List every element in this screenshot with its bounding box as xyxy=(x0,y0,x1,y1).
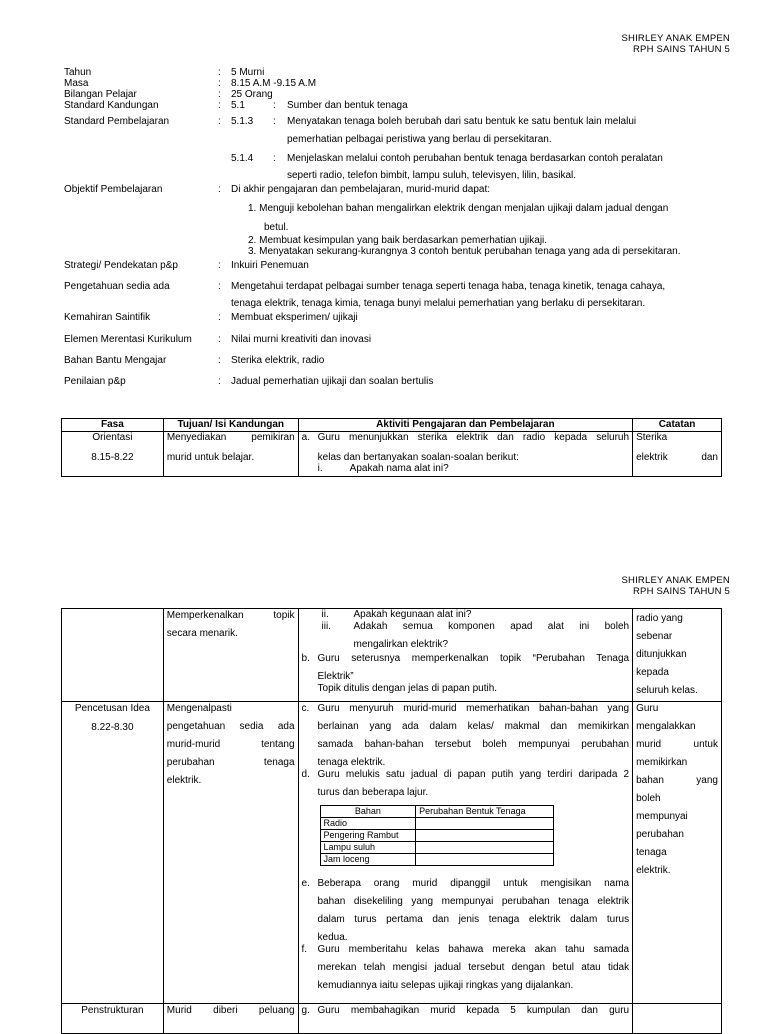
activity-line: Guru membahagikan murid kepada 5 kumpulan dan guru xyxy=(317,1005,630,1016)
list-marker: e. xyxy=(301,878,310,889)
tujuan-cell xyxy=(163,609,298,702)
colon: : xyxy=(218,355,221,366)
activity-line: kemudiannya iaitu selepas ujikaji ringkas yang dijalankan. xyxy=(317,980,574,991)
activity-line: Guru seterusnya memperkenalkan topik “Perubahan Tenaga xyxy=(317,653,630,664)
sp-item2-line2: seperti radio, telefon bimbit, lampu suluh, televisyen, lilin, basikal. xyxy=(287,170,577,181)
catatan-line: ditunjukkan xyxy=(636,649,687,660)
activity-line: Topik ditulis dengan jelas di papan putih. xyxy=(317,683,498,694)
column-header: Catatan xyxy=(633,419,722,432)
elemen-value: Nilai murni kreativiti dan inovasi xyxy=(231,334,372,345)
catatan-line: mempunyai xyxy=(636,811,688,822)
tujuan-line: perubahan tenaga xyxy=(166,757,295,768)
fasa-name: Orientasi xyxy=(92,432,133,443)
colon: : xyxy=(273,116,276,127)
aktiviti-cell xyxy=(298,432,632,477)
tahun-value: 5 Murni xyxy=(231,67,265,78)
tujuan-line: Memperkenalkan topik xyxy=(166,610,295,621)
tujuan-line: Mengenalpasti xyxy=(166,703,232,714)
column-header: Tujuan/ Isi Kandungan xyxy=(163,419,298,432)
catatan-line: tenaga xyxy=(636,847,667,858)
teacher-name: SHIRLEY ANAK EMPEN xyxy=(621,575,730,586)
sk-label: Standard Kandungan xyxy=(64,100,159,111)
header-subtitle: RPH SAINS TAHUN 5 xyxy=(632,586,730,597)
sp-item1-line2: pemerhatian pelbagai peristiwa yang berlau di persekitaran. xyxy=(287,134,552,145)
inner-cell-empty xyxy=(416,842,553,854)
elemen-label: Elemen Merentasi Kurikulum xyxy=(64,334,192,345)
fasa-cell xyxy=(62,609,164,702)
activity-line: kedua. xyxy=(317,932,348,943)
header-subtitle: RPH SAINS TAHUN 5 xyxy=(632,44,730,55)
catatan-line: perubahan xyxy=(636,829,684,840)
column-header: Fasa xyxy=(62,419,164,432)
list-marker: c. xyxy=(301,703,310,714)
fasa-name: Penstrukturan xyxy=(81,1005,144,1016)
sp-item2-code: 5.1.4 xyxy=(231,153,254,164)
activity-line: samada bahan-bahan tersebut boleh mempunyai perubahan xyxy=(317,739,630,750)
colon: : xyxy=(218,89,221,100)
pengetahuan-line2: tenaga elektrik, tenaga kimia, tenaga bunyi melalui pemerhatian yang berlaku di persekitaran. xyxy=(231,298,646,309)
penilaian-label: Penilaian p&p xyxy=(64,376,126,387)
page-2 xyxy=(0,552,768,1024)
objektif-intro: Di akhir pengajaran dan pembelajaran, murid-murid dapat: xyxy=(231,184,491,195)
strategi-label: Strategi/ Pendekatan p&p xyxy=(64,260,178,271)
activity-line: mengalirkan elektrik? xyxy=(353,639,449,650)
aktiviti-cell xyxy=(298,1004,633,1034)
list-marker: a. xyxy=(301,432,311,443)
table-row xyxy=(62,432,722,477)
activity-line: berlainan yang ada dalam kelas/ makmal dan memikirkan xyxy=(317,721,630,732)
pengetahuan-label: Pengetahuan sedia ada xyxy=(64,281,170,292)
activity-line: Apakah kegunaan alat ini? xyxy=(353,609,472,620)
inner-cell-empty xyxy=(416,854,553,866)
inner-cell-empty xyxy=(416,818,553,830)
inner-cell: Radio xyxy=(320,818,416,830)
activity-line: tenaga elektrik. xyxy=(317,757,386,768)
page-1 xyxy=(0,0,768,484)
tujuan-line: elektrik. xyxy=(166,775,202,786)
sk-code: 5.1 xyxy=(231,100,245,111)
catatan-line: bahan yang xyxy=(636,775,718,786)
sk-text: Sumber dan bentuk tenaga xyxy=(287,100,408,111)
bilangan-value: 25 Orang xyxy=(231,89,273,100)
tujuan-cell xyxy=(163,1004,298,1034)
sp-item1-code: 5.1.3 xyxy=(231,116,254,127)
aktiviti-cell xyxy=(298,609,633,702)
teacher-name: SHIRLEY ANAK EMPEN xyxy=(621,33,730,44)
inner-row xyxy=(320,842,553,854)
catatan-line: boleh xyxy=(636,793,661,804)
aktiviti-cell xyxy=(298,702,633,1004)
list-marker: iii. xyxy=(321,621,331,632)
activity-line: Elektrik” xyxy=(317,671,354,682)
colon: : xyxy=(218,184,221,195)
bahan-label: Bahan Bantu Mengajar xyxy=(64,355,167,366)
table-row xyxy=(62,702,722,1004)
catatan-cell xyxy=(633,609,722,702)
catatan-line: Guru xyxy=(636,703,659,714)
fasa-cell xyxy=(62,432,164,477)
catatan-cell xyxy=(633,1004,722,1034)
objektif-item3: 3. Menyatakan sekurang-kurangnya 3 contoh bentuk perubahan tenaga yang ada di persekitaran. xyxy=(248,246,681,257)
activity-table xyxy=(61,418,722,477)
activity-line: turus dan beberapa lajur. xyxy=(317,787,429,798)
strategi-value: Inkuiri Penemuan xyxy=(231,260,309,271)
catatan-line: mengalakkan xyxy=(636,721,696,732)
colon: : xyxy=(218,334,221,345)
tujuan-line: murid-murid tentang xyxy=(166,739,295,750)
masa-label: Masa xyxy=(64,78,89,89)
objektif-item1-line1: 1. Menguji kebolehan bahan mengalirkan elektrik dengan menjalan ujikaji dalam jadual dengan xyxy=(248,203,669,214)
tujuan-line: secara menarik. xyxy=(166,628,238,639)
table-row xyxy=(62,609,722,702)
objektif-item1-line2: betul. xyxy=(264,222,289,233)
inner-row xyxy=(320,854,553,866)
fasa-cell xyxy=(62,702,164,1004)
fasa-cell xyxy=(62,1004,164,1034)
sp-item1-line1: Menyatakan tenaga boleh berubah dari satu bentuk ke satu bentuk lain melalui xyxy=(287,116,637,127)
list-marker: ii. xyxy=(321,609,329,620)
catatan-line: sebenar xyxy=(636,631,673,642)
sp-label: Standard Pembelajaran xyxy=(64,116,170,127)
inner-cell: Pengering Rambut xyxy=(320,830,416,842)
colon: : xyxy=(218,260,221,271)
kemahiran-value: Membuat eksperimen/ ujikaji xyxy=(231,312,358,323)
colon: : xyxy=(218,100,221,111)
list-marker: d. xyxy=(301,769,310,780)
penilaian-value: Jadual pemerhatian ujikaji dan soalan bertulis xyxy=(231,376,434,387)
catatan-line: seluruh kelas. xyxy=(636,685,698,696)
catatan-line: Sterika xyxy=(636,432,668,443)
inner-header: Perubahan Bentuk Tenaga xyxy=(416,806,553,818)
list-marker: f. xyxy=(301,944,308,955)
column-header: Aktiviti Pengajaran dan Pembelajaran xyxy=(298,419,632,432)
tujuan-line: murid untuk belajar. xyxy=(166,452,255,463)
table-header-row xyxy=(62,419,722,432)
pengetahuan-line1: Mengetahui terdapat pelbagai sumber tenaga seperti tenaga haba, tenaga kinetik, tenaga cahaya, xyxy=(231,281,666,292)
activity-line: Adakah semua komponen apad alat ini boleh xyxy=(353,621,630,632)
colon: : xyxy=(273,100,276,111)
sp-item2-line1: Menjelaskan melalui contoh perubahan bentuk tenaga berdasarkan contoh peralatan xyxy=(287,153,663,164)
tujuan-line: Menyediakan pemikiran xyxy=(166,432,295,443)
kemahiran-label: Kemahiran Saintifik xyxy=(64,312,151,323)
list-marker: g. xyxy=(301,1005,310,1016)
inner-cell-empty xyxy=(416,830,553,842)
objektif-label: Objektif Pembelajaran xyxy=(64,184,163,195)
colon: : xyxy=(218,376,221,387)
bilangan-label: Bilangan Pelajar xyxy=(64,89,137,100)
activity-table-continued xyxy=(61,608,722,1034)
catatan-line: radio yang xyxy=(636,613,683,624)
fasa-time: 8.22-8.30 xyxy=(91,722,134,733)
activity-line: Guru menyuruh murid-murid memerhatikan bahan-bahan yang xyxy=(317,703,630,714)
catatan-line: dan xyxy=(701,452,718,463)
energy-table xyxy=(320,805,554,866)
table-row xyxy=(62,1004,722,1034)
catatan-cell xyxy=(633,432,722,477)
colon: : xyxy=(218,116,221,127)
tujuan-line: Murid diberi peluang xyxy=(166,1005,295,1016)
catatan-line: murid untuk xyxy=(636,739,718,750)
activity-line: bahan disekeliling yang mempunyai perubahan tenaga elektrik xyxy=(317,896,630,907)
page-header xyxy=(622,575,731,597)
page-gap xyxy=(0,484,768,552)
tahun-label: Tahun xyxy=(64,67,92,78)
inner-row xyxy=(320,830,553,842)
colon: : xyxy=(218,67,221,78)
activity-line: kelas dan bertanyakan soalan-soalan berikut: xyxy=(317,452,519,463)
colon: : xyxy=(218,281,221,292)
page-header xyxy=(622,33,731,55)
tujuan-line: pengetahuan sedia ada xyxy=(166,721,295,732)
inner-header-row xyxy=(320,806,553,818)
catatan-cell xyxy=(633,702,722,1004)
activity-line: Apakah nama alat ini? xyxy=(349,463,449,474)
inner-header: Bahan xyxy=(320,806,416,818)
colon: : xyxy=(273,153,276,164)
catatan-line: elektrik. xyxy=(636,865,671,876)
catatan-line: memikirkan xyxy=(636,757,688,768)
catatan-line: kepada xyxy=(636,667,669,678)
catatan-line: elektrik xyxy=(636,452,668,463)
activity-line: dalam turus pertama dan jenis tenaga elektrik dalam turus xyxy=(317,914,630,925)
inner-cell: Jam loceng xyxy=(320,854,416,866)
fasa-name: Pencetusan Idea xyxy=(74,703,150,714)
inner-cell: Lampu suluh xyxy=(320,842,416,854)
bahan-value: Sterika elektrik, radio xyxy=(231,355,325,366)
fasa-time: 8.15-8.22 xyxy=(91,452,134,463)
list-marker: i. xyxy=(317,463,323,474)
colon: : xyxy=(218,312,221,323)
colon: : xyxy=(218,78,221,89)
tujuan-cell xyxy=(163,702,298,1004)
tujuan-cell xyxy=(163,432,298,477)
activity-line: Guru melukis satu jadual di papan putih yang terdiri daripada 2 xyxy=(317,769,630,780)
masa-value: 8.15 A.M -9.15 A.M xyxy=(231,78,317,89)
objektif-item2: 2. Membuat kesimpulan yang baik berdasarkan pemerhatian ujikaji. xyxy=(248,235,548,246)
activity-line: Beberapa orang murid dipanggil untuk mengisikan nama xyxy=(317,878,630,889)
list-marker: b. xyxy=(301,653,310,664)
inner-row xyxy=(320,818,553,830)
activity-line: Guru menunjukkan sterika elektrik dan radio kepada seluruh xyxy=(317,432,630,443)
activity-line: Guru memberitahu kelas bahawa mereka akan tahu samada xyxy=(317,944,630,955)
activity-line: merekan telah mengisi jadual tersebut dengan betul atau tidak xyxy=(317,962,630,973)
